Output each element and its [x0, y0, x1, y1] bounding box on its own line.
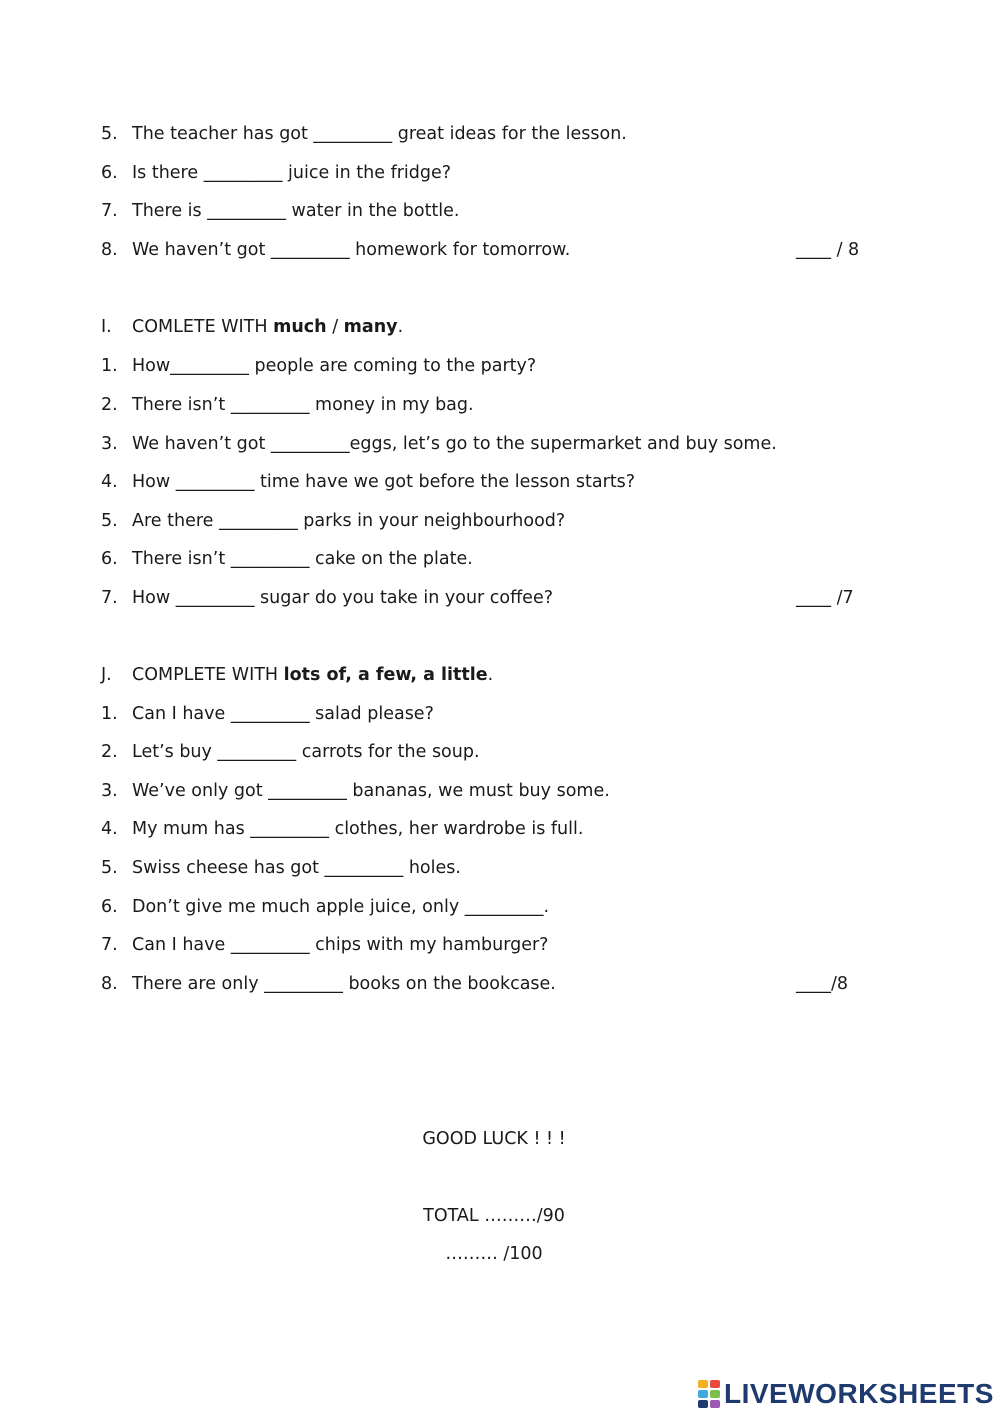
section-heading: I. COMLETE WITH much / many.: [101, 317, 404, 337]
list-item: 4. My mum has _________ clothes, her wardrobe is full.: [101, 819, 584, 839]
list-item: 6. Don’t give me much apple juice, only _________.: [101, 897, 550, 917]
list-item: 4. How _________ time have we got before the lesson starts?: [101, 472, 636, 492]
list-item: 6. There isn’t _________ cake on the plate.: [101, 549, 473, 569]
good-luck-text: GOOD LUCK ! ! !: [422, 1129, 566, 1149]
score-field: ____/8: [796, 974, 849, 994]
list-item: 2. There isn’t _________ money in my bag.: [101, 395, 474, 415]
list-item: 5. Swiss cheese has got _________ holes.: [101, 858, 461, 878]
liveworksheets-logo: [698, 1378, 994, 1410]
list-item: 7. Can I have _________ chips with my hamburger?: [101, 935, 549, 955]
section-heading: J. COMPLETE WITH lots of, a few, a little.: [101, 665, 494, 685]
list-item: 8. There are only _________ books on the bookcase.: [101, 974, 556, 994]
list-item: 8. We haven’t got _________ homework for tomorrow.: [101, 240, 571, 260]
logo-text: LIVEWORKSHEETS: [724, 1378, 994, 1409]
list-item: 7. How _________ sugar do you take in your coffee?: [101, 588, 554, 608]
list-item: 3. We haven’t got _________eggs, let’s go to the supermarket and buy some.: [101, 434, 777, 454]
list-item: 6. Is there _________ juice in the fridge?: [101, 163, 452, 183]
list-item: 1. Can I have _________ salad please?: [101, 704, 434, 724]
list-item: 7. There is _________ water in the bottle.: [101, 201, 460, 221]
list-item: 2. Let’s buy _________ carrots for the soup.: [101, 742, 480, 762]
list-item: 1. How_________ people are coming to the party?: [101, 356, 537, 376]
score-field: ____ /7: [796, 588, 854, 608]
list-item: 5. Are there _________ parks in your neighbourhood?: [101, 511, 566, 531]
list-item: 5. The teacher has got _________ great ideas for the lesson.: [101, 124, 627, 144]
total-score: TOTAL ………/90: [423, 1206, 565, 1226]
list-item: 3. We’ve only got _________ bananas, we must buy some.: [101, 781, 610, 801]
score-field: ____ / 8: [796, 240, 860, 260]
liveworksheets-icon: [698, 1380, 720, 1408]
total-score-100: ……… /100: [445, 1244, 543, 1264]
